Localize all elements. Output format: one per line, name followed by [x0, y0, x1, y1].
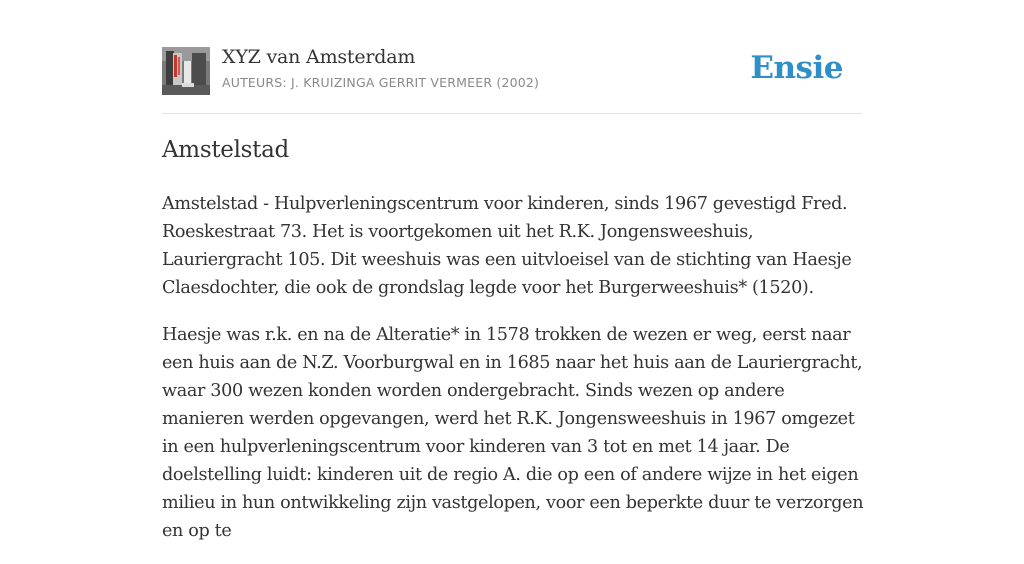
- source-avatar[interactable]: [162, 47, 210, 95]
- article-paragraph: Haesje was r.k. en na de Alteratie* in 1578 trokken de wezen er weg, eerst naar een huis aan de N.Z. Voorburgwal en in 1685 naar het huis aan de Lauriergracht, waar 300 wezen konden worden ondergebracht. Sinds wezen op andere manieren werden opgevangen, werd het R.K. Jongensweeshuis in 1967 omgezet in een hulpverleningscentrum voor kinderen van 3 tot en met 14 jaar. De doelstelling luidt: kinderen uit de regio A. die op een of andere wijze in het eigen milieu in hun ontwikkeling zijn vastgelopen, voor een beperkte duur te verzorgen en op te: [162, 325, 864, 541]
- source-title[interactable]: XYZ van Amsterdam: [222, 46, 416, 68]
- book-cover-icon: [162, 47, 210, 95]
- article-body: [162, 190, 868, 564]
- source-authors: AUTEURS: J. KRUIZINGA GERRIT VERMEER (2002): [222, 75, 540, 90]
- ensie-logo[interactable]: Ensie: [750, 50, 843, 86]
- source-header: [162, 46, 862, 96]
- header-divider: [162, 113, 862, 114]
- article-title: Amstelstad: [162, 137, 289, 163]
- article-paragraph: Amstelstad - Hulpverleningscentrum voor kinderen, sinds 1967 gevestigd Fred. Roeskestraat 73. Het is voortgekomen uit het R.K. Jongensweeshuis, Lauriergracht 105. Dit weeshuis was een uitvloeisel van de stichting van Haesje Claesdochter, die ook de grondslag legde voor het Burgerweeshuis* (1520).: [162, 194, 852, 298]
